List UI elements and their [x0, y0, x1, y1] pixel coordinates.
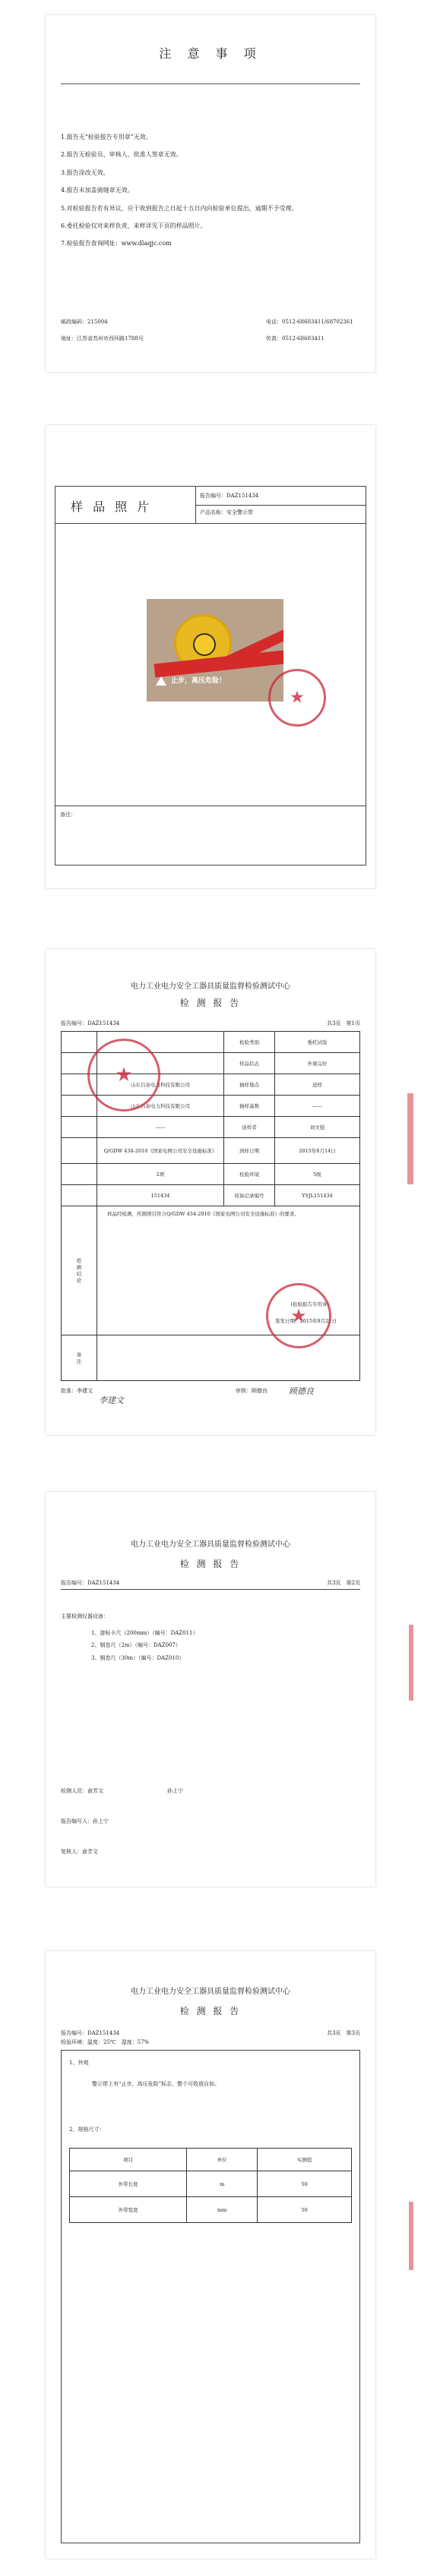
column-header: 实测值 — [258, 2149, 352, 2171]
checker: 复核人：俞芳文 — [61, 1849, 98, 1855]
column-header: 项目 — [70, 2149, 187, 2171]
sample-product: 产品名称：安全警示带 — [200, 509, 253, 516]
cell-value: 151434 — [97, 1185, 224, 1206]
org-name: 电力工业电力安全工器具质量监督检验测试中心 — [131, 1988, 290, 1996]
list-item: 2、钢卷尺（2m）（编号：DAZ007） — [91, 1642, 181, 1649]
notice-item: 7.检验报告查询网址：www.dlaqjc.com — [61, 240, 172, 248]
sample-report-no: 报告编号：DAZ151434 — [200, 493, 259, 499]
column-header: 单位 — [187, 2149, 258, 2171]
issue-date: 签发日期：2015年8月21日 — [275, 1318, 337, 1324]
size-table — [69, 2148, 352, 2223]
table-row — [70, 2197, 352, 2223]
content-frame — [61, 2050, 360, 2543]
cell-label: 抽样基数 — [224, 1096, 275, 1117]
table-row — [62, 1164, 360, 1185]
sample-header-mid — [195, 505, 366, 506]
cell-value: Q/GDW 434-2010《国家电网公司安全设施标准》 — [97, 1138, 224, 1164]
report-seal — [266, 1283, 331, 1348]
seal-caption: (检验报告专用章) — [290, 1301, 329, 1307]
notice-item: 2.报告无检验员、审核人、批准人签章无效。 — [61, 151, 182, 159]
cell-value: 2015年8月14日 — [275, 1138, 360, 1164]
conclusion-text: 样品经检测，所测项目符合Q/GDW 434-2010《国家电网公司安全设施标准》的要求。 — [107, 1211, 299, 1217]
cell-label — [62, 1117, 97, 1138]
cell-label — [62, 1032, 97, 1053]
table-row — [62, 1185, 360, 1206]
cell-value: 委托试验 — [275, 1032, 360, 1053]
report-title: 检 测 报 告 — [179, 2006, 242, 2016]
report-no: 报告编号：DAZ151434 — [61, 2030, 120, 2036]
report-no: 报告编号：DAZ151434 — [61, 1580, 120, 1586]
reviewer: 审核：顾德良 — [236, 1388, 267, 1394]
seal-star-icon: ★ — [290, 1305, 307, 1326]
cell-value: 刘文强 — [275, 1117, 360, 1138]
notice-page — [46, 15, 375, 372]
cell-label: 原始记录编号 — [224, 1185, 275, 1206]
cell-unit: m — [187, 2171, 258, 2197]
tester: 检测人员：俞芳文 — [61, 1788, 103, 1794]
seam-seal-fragment — [409, 2202, 413, 2270]
sample-header — [55, 487, 366, 524]
address: 地址：江苏省苏州市西环路1788号 — [61, 336, 144, 342]
cell-value: 5级 — [275, 1164, 360, 1185]
cell-value: 2项 — [97, 1164, 224, 1185]
cell-value: 外观完好 — [275, 1053, 360, 1074]
cell-value: 山东吕泰电力科技有限公司 — [97, 1074, 224, 1096]
section-appearance: 1、外观 — [69, 2060, 89, 2066]
cell-unit: mm — [187, 2197, 258, 2223]
reel-hub — [193, 633, 216, 656]
table-row — [62, 1117, 360, 1138]
cell-value: YSJL151434 — [275, 1185, 360, 1206]
notice-item: 5.对检验报告若有异议，应于收到报告之日起十五日内向检验单位提出，逾期不予受理。 — [61, 204, 298, 212]
page-count: 共3页 第2页 — [327, 1580, 360, 1586]
cell-label: 到样日期 — [224, 1138, 275, 1164]
org-name: 电力工业电力安全工器具质量监督检验测试中心 — [131, 1540, 290, 1549]
equipment-list — [91, 1630, 198, 1661]
cell-label — [62, 1185, 97, 1206]
reviewer-signature: 顾德良 — [289, 1386, 314, 1396]
cell-value: —— — [97, 1117, 224, 1138]
cell-item: 外带长度 — [70, 2171, 187, 2197]
photo-warning-text: 止步，高压危险！ — [171, 677, 226, 685]
company-seal — [87, 1039, 160, 1111]
seam-seal-fragment — [407, 1093, 413, 1184]
cell-label — [62, 1164, 97, 1185]
tester-2: 孙上宁 — [167, 1788, 183, 1794]
inspection-seal — [268, 669, 326, 727]
approver: 批准：李建文 — [61, 1388, 93, 1394]
table-row — [62, 1138, 360, 1164]
cell-label: 样品状态 — [224, 1053, 275, 1074]
warning-triangle-icon — [156, 676, 166, 686]
phone: 电话：0512-68603411/68702361 — [266, 319, 353, 325]
org-name: 电力工业电力安全工器具质量监督检验测试中心 — [131, 982, 290, 991]
postcode: 邮政编码：215004 — [61, 319, 108, 325]
cell-label: 抽样地点 — [224, 1074, 275, 1096]
cell-value: 50 — [258, 2171, 352, 2197]
seal-star-icon: ★ — [115, 1064, 133, 1086]
sample-frame — [55, 486, 366, 865]
notice-item: 6.委托检验仅对来样负责，来样详见下页的样品照片。 — [61, 222, 207, 229]
section-size: 2、规格尺寸： — [69, 2127, 105, 2133]
report-page-1 — [46, 949, 375, 1435]
remark-label: 备 注 — [62, 1335, 97, 1381]
report-title: 检 测 报 告 — [179, 1559, 242, 1569]
page-count: 共3页 第3页 — [327, 2030, 360, 2036]
seam-seal-fragment — [409, 1625, 413, 1701]
report-page-3 — [46, 1951, 375, 2559]
appearance-text: 警示带上有“止步，高压危险”标志，整个可收放自如。 — [92, 2081, 220, 2087]
report-page-2 — [46, 1492, 375, 1887]
notice-item: 3.报告涂改无效。 — [61, 169, 109, 176]
cell-label: 检验类别 — [224, 1032, 275, 1053]
notice-item: 1.报告无“检验报告专用章”无效。 — [61, 134, 152, 140]
cell-value: 50 — [258, 2197, 352, 2223]
notice-title: 注 意 事 项 — [159, 46, 262, 61]
sample-remark: 备注： — [60, 812, 76, 818]
fax: 传真：0512-68603411 — [266, 336, 324, 342]
page-count: 共3页 第1页 — [327, 1020, 360, 1026]
conclusion-label: 检 测 结 论 — [62, 1206, 97, 1335]
notice-item: 4.报告未加盖骑缝章无效。 — [61, 187, 134, 194]
list-item: 3、钢卷尺（30m）（编号：DAZ010） — [91, 1654, 185, 1661]
seal-star-icon: ★ — [290, 688, 305, 708]
notice-list — [61, 134, 353, 248]
cell-item: 外带宽度 — [70, 2197, 187, 2223]
list-item: 1、游标卡尺（200mm）（编号：DAZ011） — [91, 1630, 198, 1636]
report-no: 报告编号：DAZ151434 — [61, 1020, 120, 1026]
sample-photo — [147, 599, 283, 702]
report-title: 检 测 报 告 — [179, 998, 242, 1008]
environment: 检验环境：温度：25℃ 湿度：57% — [61, 2039, 150, 2045]
cell-label — [62, 1138, 97, 1164]
cell-value: 山东吕泰电力科技有限公司 — [97, 1096, 224, 1117]
header-divider — [61, 1589, 360, 1590]
compiler: 报告编写人：孙上宁 — [61, 1818, 109, 1824]
table-header-row — [70, 2149, 352, 2171]
sample-title: 样 品 照 片 — [71, 500, 153, 514]
cell-value: —— — [275, 1096, 360, 1117]
remark-cell — [97, 1335, 360, 1381]
approver-signature: 李建文 — [99, 1395, 124, 1405]
cell-value: 送样 — [275, 1074, 360, 1096]
table-row — [70, 2171, 352, 2197]
equipment-title: 主要检测仪器设备： — [61, 1613, 109, 1619]
cell-label — [62, 1096, 97, 1117]
sample-page — [46, 425, 375, 888]
cell-label: 检验环境 — [224, 1164, 275, 1185]
cell-label: 送样者 — [224, 1117, 275, 1138]
